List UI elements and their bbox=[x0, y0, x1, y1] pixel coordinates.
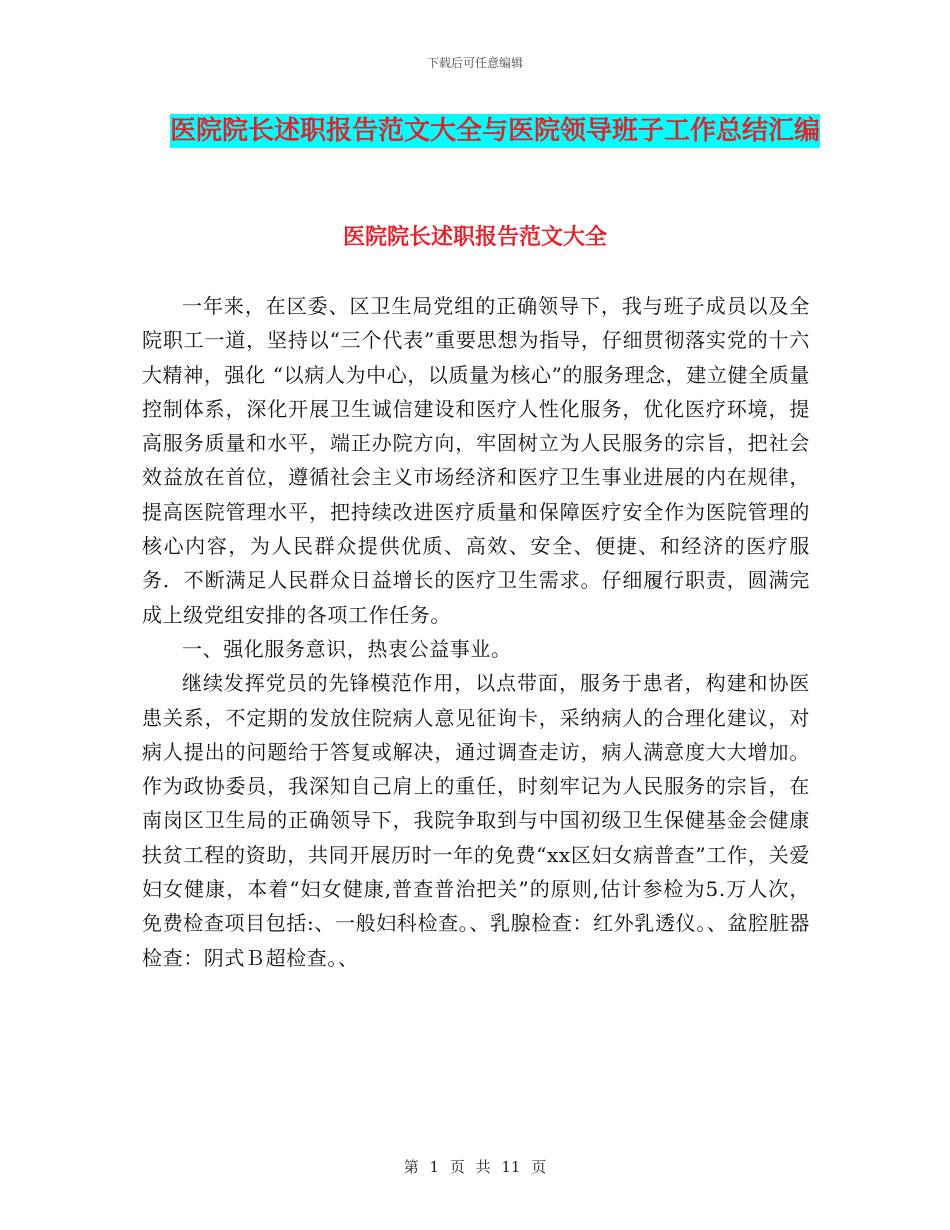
document-title-text: 医院院长述职报告范文大全与医院领导班子工作总结汇编 bbox=[169, 116, 820, 146]
header-note: 下载后可任意编辑 bbox=[426, 56, 523, 70]
paragraph-service: 继续发挥党员的先锋模范作用，以点带面，服务于患者，构建和协医患关系，不定期的发放住院病人意见征询卡，采纳病人的合理化建议，对病人提出的问题给于答复或解决，通过调查走访，病人满意度大大增加。作为政协委员，我深知自己肩上的重任，时刻牢记为人民服务的宗旨，在南岗区卫生局的正确领导下，我院争取到与中国初级卫生保健基金会健康扶贫工程的资助，共同开展历时一年的免费“xx区妇女病普查”工作，关爱妇女健康，本着“妇女健康,普查普治把关”的原则,估计参检为5.万人次，免费检查项目包括:、一般妇科检查。、乳腺检查：红外乳透仪。、盆腔脏器检查：阴式Ｂ超检查。、 bbox=[142, 671, 810, 970]
document-title bbox=[145, 108, 845, 154]
document-body bbox=[142, 289, 810, 975]
paragraph-intro: 一年来，在区委、区卫生局党组的正确领导下，我与班子成员以及全院职工一道，坚持以“三个代表”重要思想为指导，仔细贯彻落实党的十六大精神，强化 “以病人为中心，以质量为核心”的服务理念，建立健全质量控制体系，深化开展卫生诚信建设和医疗人性化服务，优化医疗环境，提高服务质量和水平，端正办院方向，牢固树立为人民服务的宗旨，把社会效益放在首位，遵循社会主义市场经济和医疗卫生事业进展的内在规律，提高医院管理水平，把持续改进医疗质量和保障医疗安全作为医院管理的核心内容，为人民群众提供优质、高效、安全、便捷、和经济的医疗服务．不断满足人民群众日益增长的医疗卫生需求。仔细履行职责，圆满完成上级党组安排的各项工作任务。 bbox=[142, 294, 810, 627]
paragraph-heading-1: 一、强化服务意识，热衷公益事业。 bbox=[182, 636, 512, 661]
page-number: 第 1 页 共 11 页 bbox=[403, 1158, 547, 1176]
section-title: 医院院长述职报告范文大全 bbox=[342, 224, 607, 250]
